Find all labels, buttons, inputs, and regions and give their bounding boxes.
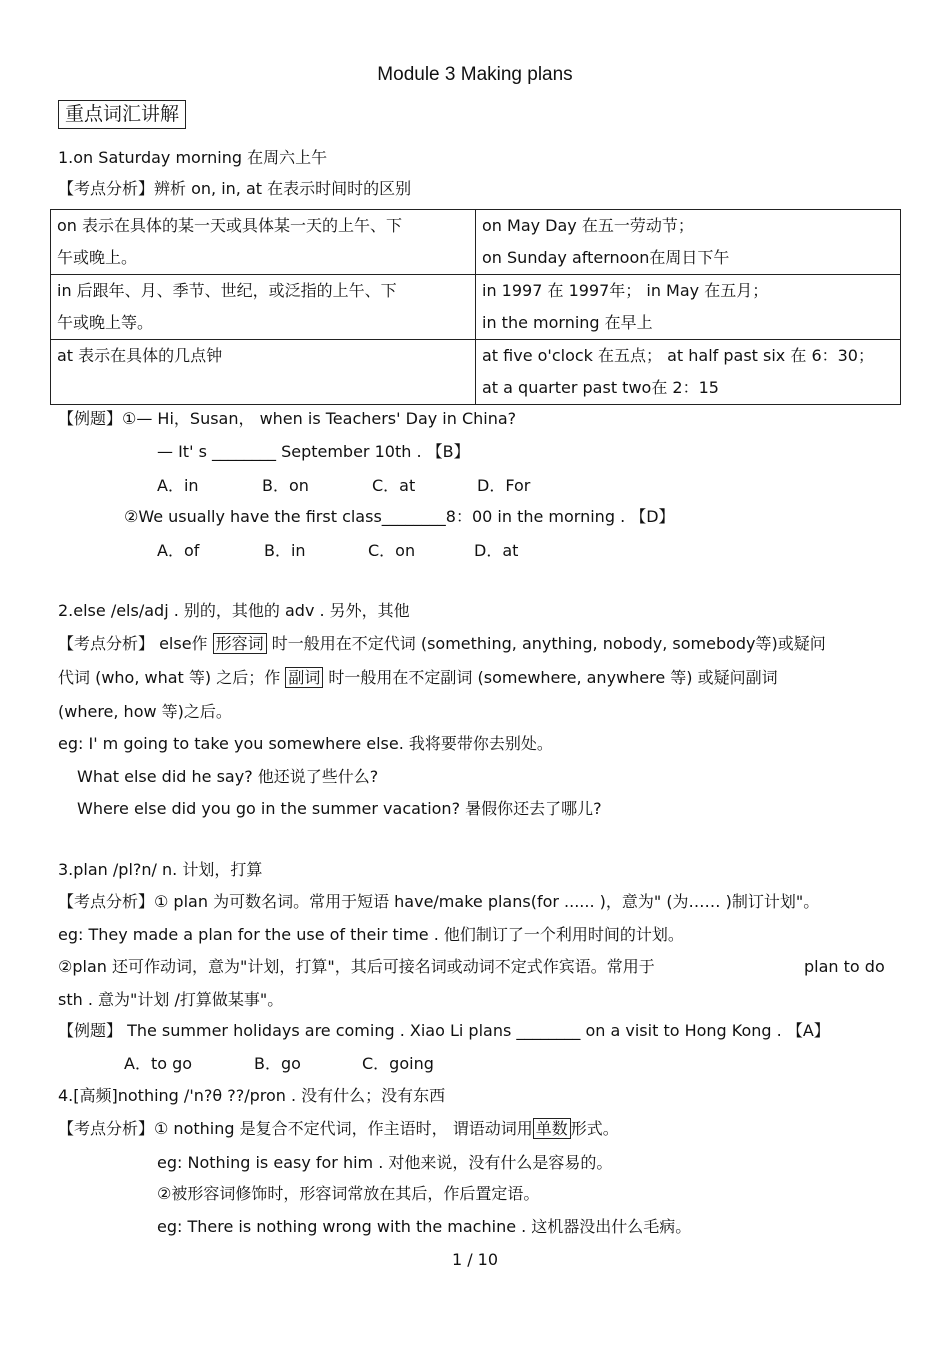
page-number: 1 / 10	[451, 1250, 499, 1269]
cell-line: in 后跟年、月、季节、世纪，或泛指的上午、下	[57, 281, 397, 300]
table-cell	[476, 340, 901, 405]
item3-header: 3.plan /pl?n/ n. 计划，打算	[58, 860, 263, 879]
item2-example: What else did he say? 他还说了些什么?	[77, 767, 379, 786]
option-a: A．of	[157, 541, 200, 560]
item1-header: 1.on Saturday morning 在周六上午	[58, 148, 328, 167]
text: 时一般用在不定副词 (somewhere, anywhere 等) 或疑问副词	[323, 668, 778, 687]
option-b: B．go	[254, 1054, 301, 1073]
text: 时一般用在不定代词 (something, anything, nobody, somebody等)或疑问	[266, 634, 826, 653]
item3-options	[124, 1053, 434, 1075]
example1-answer-line: — It' s ________ September 10th . 【B】	[157, 442, 470, 461]
boxed-term: 单数	[533, 1118, 571, 1139]
cell-line: at a quarter past two在 2：15	[482, 378, 719, 397]
option-c: C．on	[368, 541, 416, 560]
table-cell	[51, 275, 476, 340]
table-cell	[476, 210, 901, 275]
time-prepositions-table	[50, 209, 901, 405]
page-title: Module 3 Making plans	[377, 64, 573, 85]
option-a: A．in	[157, 476, 199, 495]
example1-question: 【例题】①— Hi，Susan， when is Teachers' Day in China?	[58, 409, 517, 428]
item3-analysis: sth . 意为"计划 /打算做某事"。	[58, 990, 284, 1009]
item2-analysis-line: (where, how 等)之后。	[58, 702, 232, 721]
table-row	[51, 340, 901, 405]
section-heading: 重点词汇讲解	[58, 100, 186, 129]
example1-options	[157, 475, 530, 497]
option-b: B．on	[262, 476, 309, 495]
cell-line: at five o'clock 在五点； at half past six 在 6：30；	[482, 346, 874, 365]
example2-options	[157, 540, 518, 562]
cell-line: in the morning 在早上	[482, 313, 653, 332]
cell-line: at 表示在具体的几点钟	[57, 346, 223, 365]
item2-example: eg: I' m going to take you somewhere else. 我将要带你去别处。	[58, 734, 553, 753]
cell-line: on 表示在具体的某一天或具体某一天的上午、下	[57, 216, 403, 235]
text: 【考点分析】① nothing 是复合不定代词，作主语时， 谓语动词用	[58, 1119, 533, 1138]
table-cell	[51, 210, 476, 275]
table-row	[51, 275, 901, 340]
table-row	[51, 210, 901, 275]
boxed-term: 形容词	[213, 633, 267, 654]
text: 形式。	[570, 1119, 619, 1138]
item4-header: 4.[高频]nothing /'n?θ ??/pron . 没有什么；没有东西	[58, 1086, 446, 1105]
cell-line: 午或晚上。	[57, 248, 138, 267]
table-cell	[51, 340, 476, 405]
item2-analysis-line	[58, 667, 778, 689]
option-b: B．in	[264, 541, 306, 560]
item3-example: eg: They made a plan for the use of their time . 他们制订了一个利用时间的计划。	[58, 925, 684, 944]
boxed-term: 副词	[285, 667, 323, 688]
cell-line: in 1997 在 1997年； in May 在五月；	[482, 281, 769, 300]
item4-analysis: ②被形容词修饰时，形容词常放在其后，作后置定语。	[157, 1184, 540, 1203]
text: 代词 (who, what 等) 之后；作	[58, 668, 286, 687]
option-c: C．at	[372, 476, 416, 495]
item2-analysis-line	[58, 633, 826, 655]
item4-example: eg: Nothing is easy for him . 对他来说，没有什么是容易的。	[157, 1153, 613, 1172]
item1-analysis: 【考点分析】辨析 on, in, at 在表示时间时的区别	[58, 179, 412, 198]
item3-analysis: ②plan 还可作动词，意为"计划，打算"，其后可接名词或动词不定式作宾语。常用于	[58, 957, 655, 976]
item3-exercise: 【例题】 The summer holidays are coming . Xiao Li plans ________ on a visit to Hong Kong . 【A】	[58, 1021, 830, 1040]
cell-line: on Sunday afternoon在周日下午	[482, 248, 730, 267]
option-d: D．For	[477, 476, 531, 495]
cell-line: on May Day 在五一劳动节；	[482, 216, 694, 235]
item3-analysis: plan to do	[804, 957, 885, 976]
item4-example: eg: There is nothing wrong with the machine . 这机器没出什么毛病。	[157, 1217, 692, 1236]
example2-question: ②We usually have the first class________8：00 in the morning . 【D】	[124, 507, 675, 526]
item2-header: 2.else /els/adj . 别的，其他的 adv . 另外，其他	[58, 601, 410, 620]
option-a: A．to go	[124, 1054, 193, 1073]
item4-analysis-line	[58, 1118, 619, 1140]
item2-example: Where else did you go in the summer vacation? 暑假你还去了哪儿?	[77, 799, 602, 818]
text: 【考点分析】 else作	[58, 634, 213, 653]
item3-analysis: 【考点分析】① plan 为可数名词。常用于短语 have/make plans(for ...... )，意为" (为…… )制订计划"。	[58, 892, 820, 911]
option-c: C．going	[362, 1054, 434, 1073]
table-cell	[476, 275, 901, 340]
cell-line: 午或晚上等。	[57, 313, 154, 332]
option-d: D．at	[474, 541, 519, 560]
